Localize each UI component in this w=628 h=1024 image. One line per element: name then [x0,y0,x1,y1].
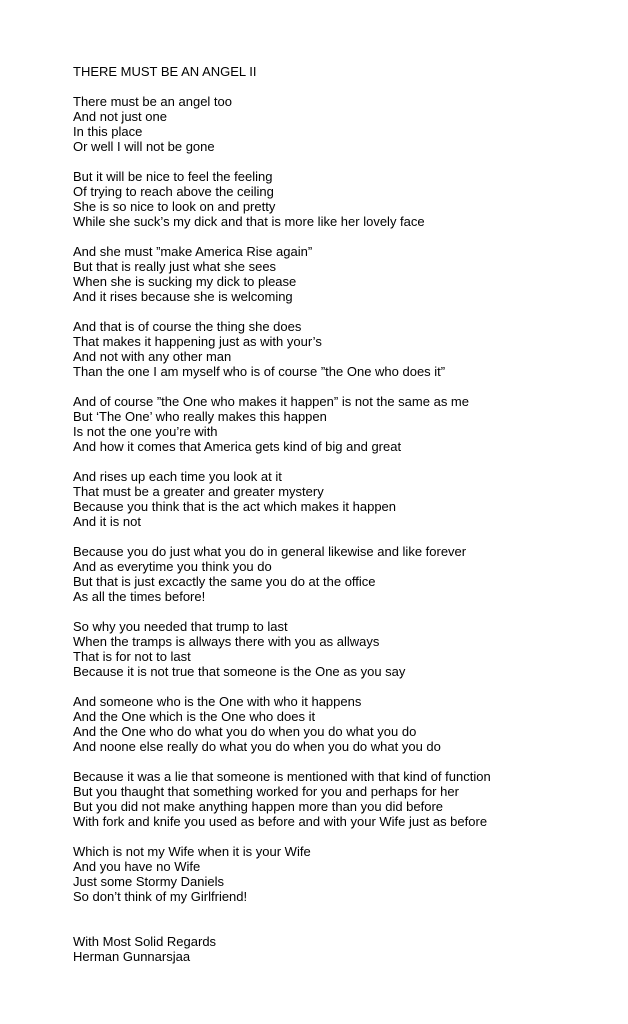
poem-line: And that is of course the thing she does [73,319,302,334]
poem-line: And she must ”make America Rise again” [73,244,313,259]
signature-block [73,934,618,964]
stanza-11 [73,844,618,904]
poem-title: THERE MUST BE AN ANGEL II [73,64,257,79]
poem-line: When the tramps is allways there with you as allways [73,634,380,649]
poem-line: So why you needed that trump to last [73,619,288,634]
stanza-6 [73,469,618,529]
stanza-1 [73,94,618,154]
poem-line: And you have no Wife [73,859,201,874]
poem-line: And not with any other man [73,349,232,364]
stanza-9 [73,694,618,754]
stanza-4 [73,319,618,379]
poem-line: That must be a greater and greater mystery [73,484,324,499]
poem-line: While she suck’s my dick and that is more like her lovely face [73,214,425,229]
poem-line: And someone who is the One with who it happens [73,694,362,709]
poem-line: Because it was a lie that someone is mentioned with that kind of function [73,769,491,784]
poem-line: But that is really just what she sees [73,259,277,274]
poem-line: But it will be nice to feel the feeling [73,169,273,184]
poem-line: Of trying to reach above the ceiling [73,184,274,199]
poem-line: So don’t think of my Girlfriend! [73,889,248,904]
poem-line: Because you do just what you do in general likewise and like forever [73,544,467,559]
stanza-8 [73,619,618,679]
poem-line: And rises up each time you look at it [73,469,282,484]
poem-line: And it is not [73,514,141,529]
poem-line: She is so nice to look on and pretty [73,199,276,214]
poem-line: And the One who do what you do when you do what you do [73,724,417,739]
stanza-5 [73,394,618,454]
poem-line: But that is just excactly the same you do at the office [73,574,376,589]
poem-line: Is not the one you’re with [73,424,218,439]
poem-line: Just some Stormy Daniels [73,874,224,889]
poem-line: Which is not my Wife when it is your Wife [73,844,311,859]
stanza-2 [73,169,618,229]
poem-line: And it rises because she is welcoming [73,289,293,304]
poem-line: Than the one I am myself who is of course ”the One who does it” [73,364,446,379]
stanza-10 [73,769,618,829]
poem-line: Because you think that is the act which makes it happen [73,499,397,514]
poem-line: Because it is not true that someone is the One as you say [73,664,406,679]
stanza-3 [73,244,618,304]
author-name: Herman Gunnarsjaa [73,949,191,964]
poem-line: That is for not to last [73,649,191,664]
stanza-7 [73,544,618,604]
poem-line: And not just one [73,109,167,124]
poem-line: Or well I will not be gone [73,139,215,154]
poem-line: When she is sucking my dick to please [73,274,297,289]
poem-line: And the One which is the One who does it [73,709,316,724]
poem-page [73,64,618,964]
poem-line: In this place [73,124,143,139]
poem-line: As all the times before! [73,589,206,604]
poem-line: With fork and knife you used as before and with your Wife just as before [73,814,488,829]
poem-line: But you did not make anything happen more than you did before [73,799,444,814]
poem-line: And noone else really do what you do when you do what you do [73,739,441,754]
poem-line: But ‘The One’ who really makes this happen [73,409,327,424]
poem-line: And how it comes that America gets kind of big and great [73,439,402,454]
poem-line: There must be an angel too [73,94,232,109]
closing-line: With Most Solid Regards [73,934,217,949]
poem-line: And as everytime you think you do [73,559,272,574]
poem-line: But you thaught that something worked for you and perhaps for her [73,784,459,799]
poem-line: And of course ”the One who makes it happen” is not the same as me [73,394,469,409]
poem-line: That makes it happening just as with your’s [73,334,322,349]
